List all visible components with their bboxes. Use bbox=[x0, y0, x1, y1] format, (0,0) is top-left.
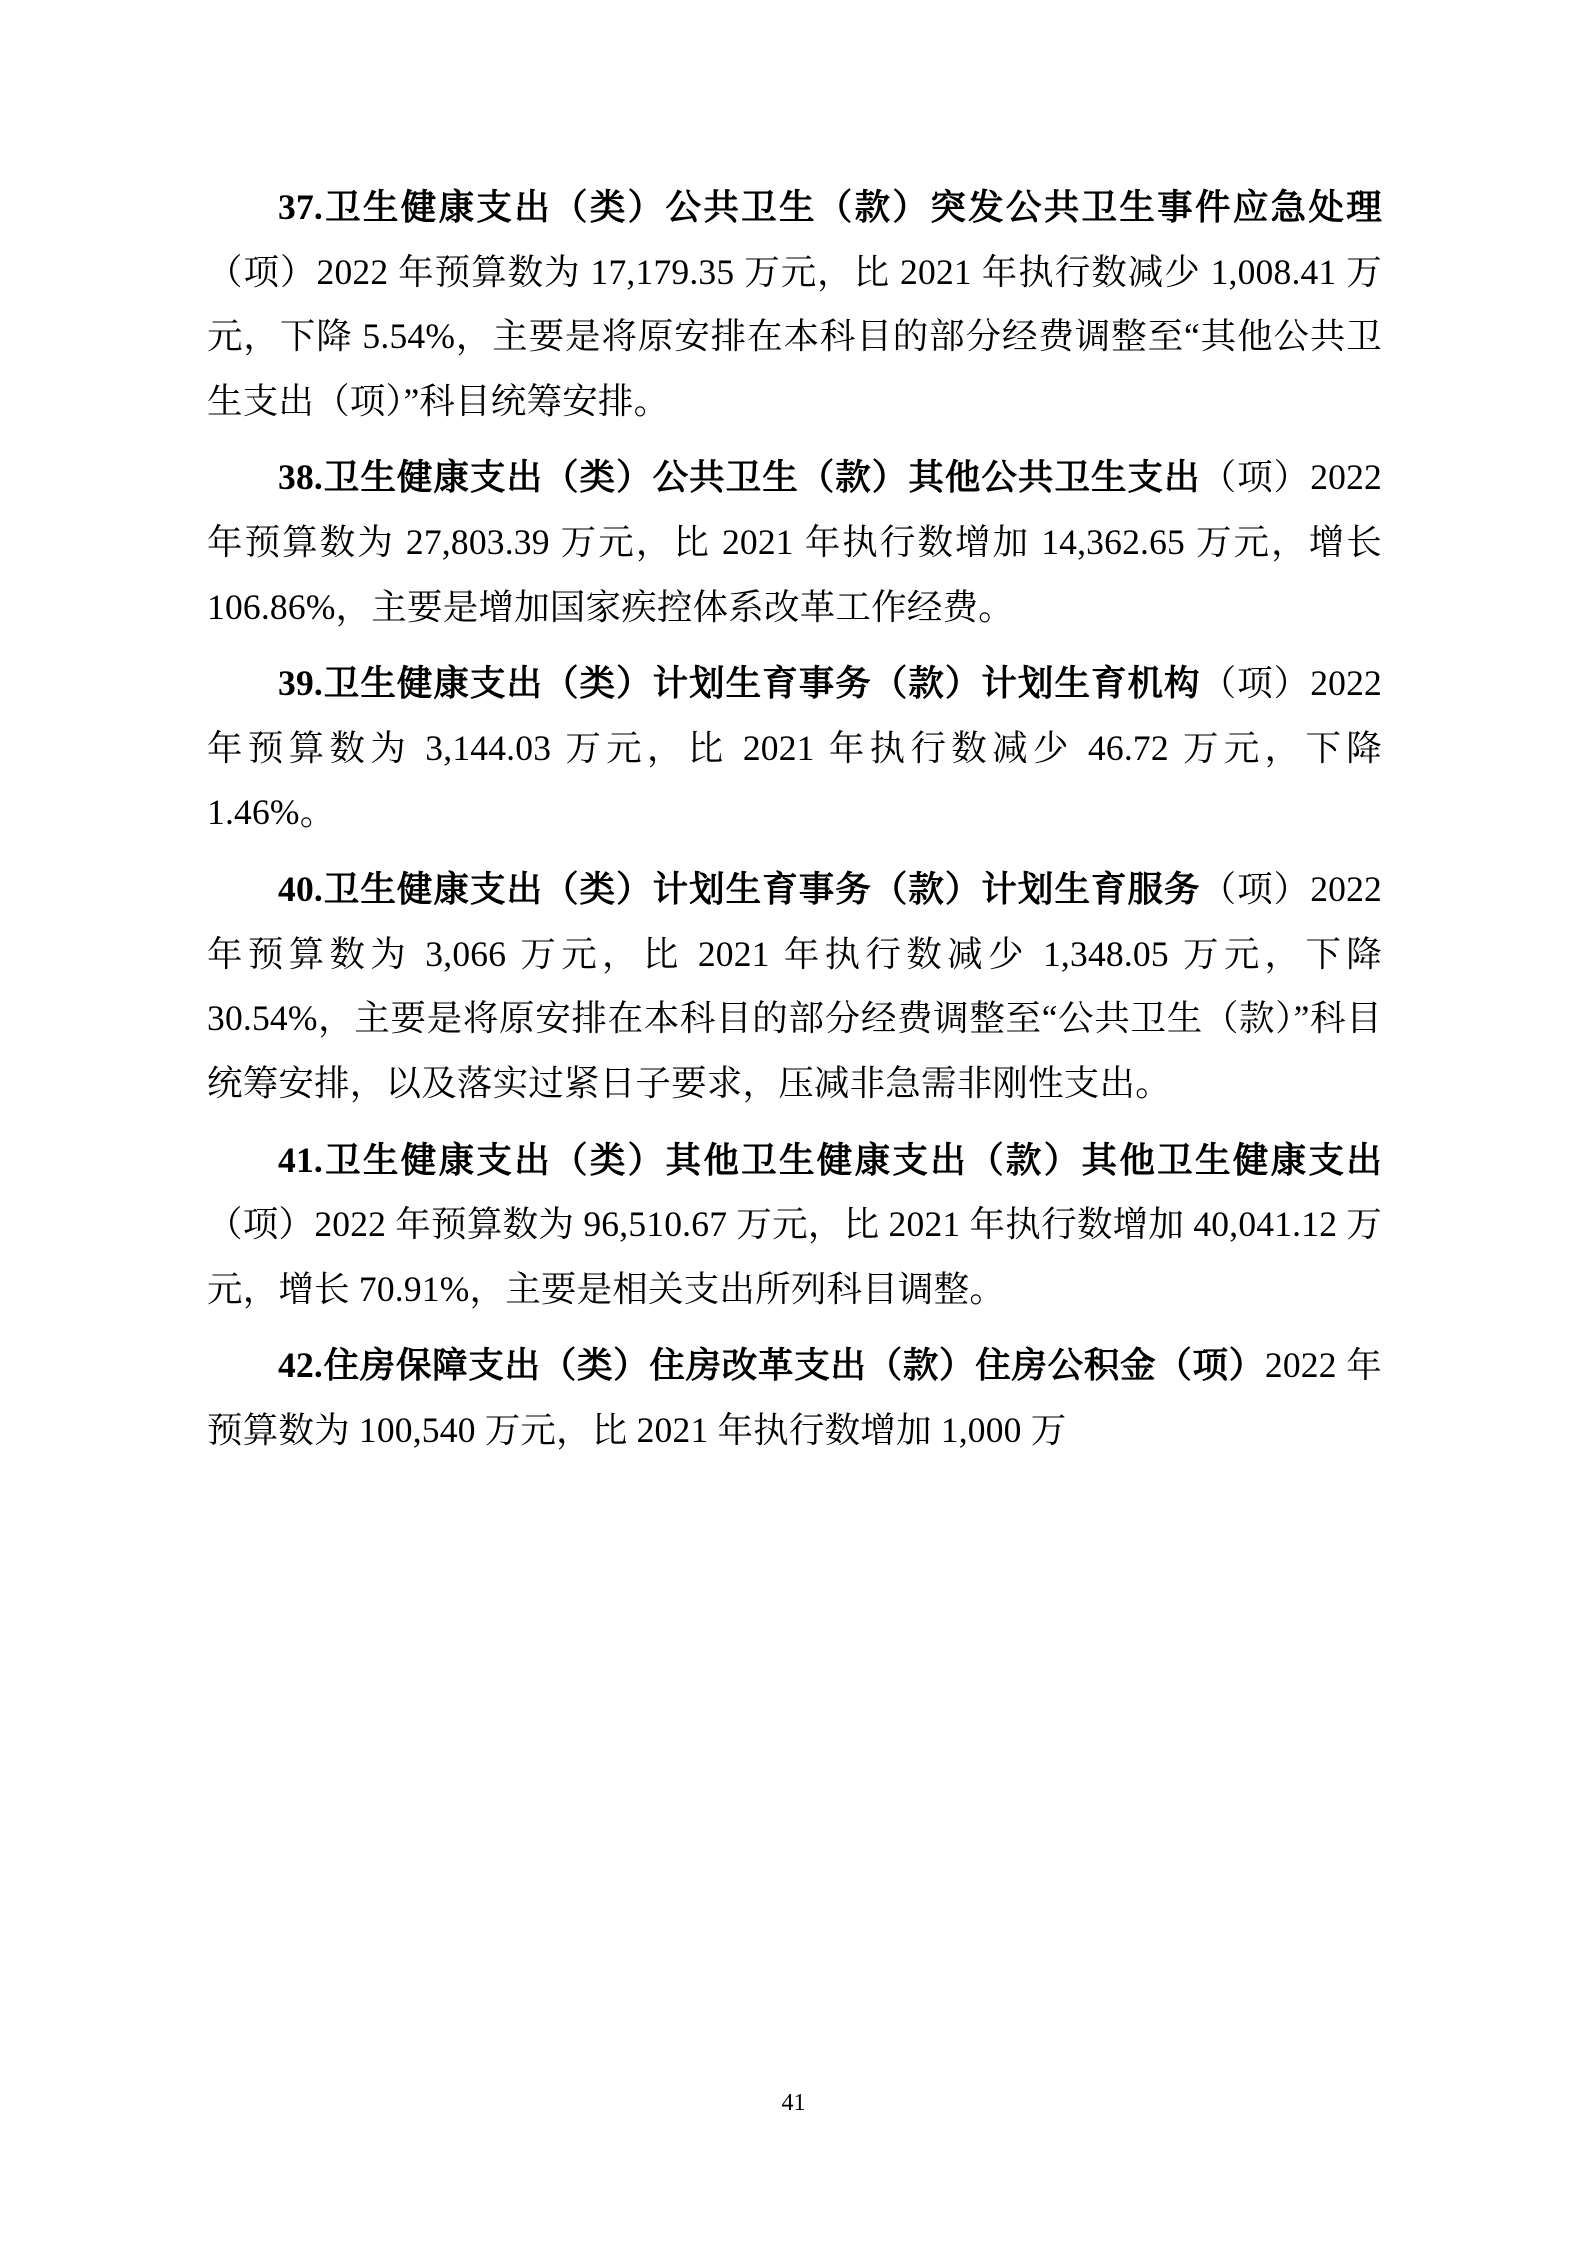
paragraph-38 bbox=[207, 445, 1382, 639]
document-body bbox=[207, 175, 1382, 1475]
paragraph-40 bbox=[207, 857, 1382, 1115]
paragraph-38-lead: 38.卫生健康支出（类）公共卫生（款）其他公共卫生支出 bbox=[278, 457, 1201, 498]
paragraph-41 bbox=[207, 1128, 1382, 1322]
paragraph-39-lead: 39.卫生健康支出（类）计划生育事务（款）计划生育机构 bbox=[278, 663, 1201, 704]
paragraph-42-lead: 42.住房保障支出（类）住房改革支出（款）住房公积金（项） bbox=[278, 1345, 1265, 1386]
paragraph-42 bbox=[207, 1333, 1382, 1462]
paragraph-39-body: （项）2022 年预算数为 3,144.03 万元，比 2021 年执行数减少 46.72 万元，下降 1.46%。 bbox=[207, 663, 1382, 833]
paragraph-38-body: （项）2022 年预算数为 27,803.39 万元，比 2021 年执行数增加 14,362.65 万元，增长 106.86%，主要是增加国家疾控体系改革工作经费。 bbox=[207, 457, 1382, 627]
paragraph-40-body: （项）2022 年预算数为 3,066 万元，比 2021 年执行数减少 1,348.05 万元，下降 30.54%，主要是将原安排在本科目的部分经费调整至“公共卫生（款）”科目统筹安排，以及落实过紧日子要求，压减非急需非刚性支出。 bbox=[207, 869, 1382, 1103]
paragraph-37-body: （项）2022 年预算数为 17,179.35 万元，比 2021 年执行数减少 1,008.41 万元，下降 5.54%，主要是将原安排在本科目的部分经费调整至“其他公共卫生支出（项）”科目统筹安排。 bbox=[207, 251, 1382, 421]
paragraph-40-lead: 40.卫生健康支出（类）计划生育事务（款）计划生育服务 bbox=[278, 869, 1201, 910]
paragraph-37-lead: 37.卫生健康支出（类）公共卫生（款）突发公共卫生事件应急处理 bbox=[278, 187, 1382, 227]
page-number: 41 bbox=[781, 2090, 806, 2116]
paragraph-39 bbox=[207, 651, 1382, 845]
paragraph-37 bbox=[207, 175, 1382, 433]
paragraph-41-body: （项）2022 年预算数为 96,510.67 万元，比 2021 年执行数增加 40,041.12 万元，增长 70.91%，主要是相关支出所列科目调整。 bbox=[207, 1204, 1382, 1309]
paragraph-42-body: 2022 年预算数为 100,540 万元，比 2021 年执行数增加 1,000 万 bbox=[207, 1345, 1382, 1450]
paragraph-41-lead: 41.卫生健康支出（类）其他卫生健康支出（款）其他卫生健康支出 bbox=[278, 1139, 1382, 1180]
